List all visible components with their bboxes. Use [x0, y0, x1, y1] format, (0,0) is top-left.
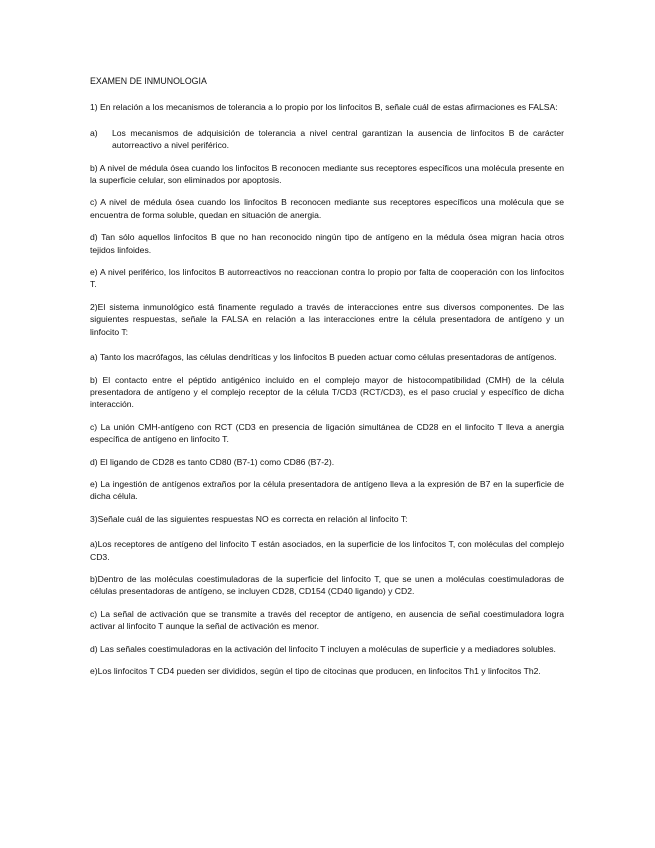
option-text: Los mecanismos de adquisición de tolerancia a nivel central garantizan la ausencia de linfocitos B de carácter autorreactivo a nivel periférico.	[112, 127, 564, 151]
option-1d: d) Tan sólo aquellos linfocitos B que no han reconocido ningún tipo de antígeno en la médula ósea migran hacia otros tejidos linfoides.	[90, 232, 564, 255]
option-1c: c) A nivel de médula ósea cuando los linfocitos B reconocen mediante sus receptores específicos una molécula que se encuentra de forma soluble, quedan en situación de anergia.	[90, 197, 564, 220]
question-1	[90, 101, 564, 290]
question-text: 1) En relación a los mecanismos de tolerancia a lo propio por los linfocitos B, señale cuál de estas afirmaciones es FALSA:	[90, 102, 558, 113]
option-3a: a)Los receptores de antígeno del linfocito T están asociados, en la superficie de los linfocitos T, con moléculas del complejo CD3.	[90, 539, 564, 562]
option-3d: d) Las señales coestimuladoras en la activación del linfocito T incluyen a moléculas de superficie y a mediadores solubles.	[90, 643, 556, 654]
question-2	[90, 301, 564, 503]
option-1a	[90, 127, 564, 152]
option-3e: e)Los linfocitos T CD4 pueden ser divididos, según el tipo de citocinas que producen, en linfocitos Th1 y linfocitos Th2.	[90, 666, 541, 676]
exam-title: EXAMEN DE INMUNOLOGIA	[90, 76, 207, 86]
option-3c: c) La señal de activación que se transmite a través del receptor de antígeno, en ausencia de señal coestimuladora logra activar al linfocito T aunque la señal de activación es menor.	[90, 608, 564, 632]
option-2d: d) El ligando de CD28 es tanto CD80 (B7-1) como CD86 (B7-2).	[90, 456, 335, 467]
option-3b: b)Dentro de las moléculas coestimuladoras de la superficie del linfocito T, que se unen a moléculas coestimuladoras de células presentadoras de antígeno, se incluyen CD28, CD154 (CD40 ligando) y CD2.	[90, 573, 564, 597]
option-2c: c) La unión CMH-antígeno con RCT (CD3 en presencia de ligación simultánea de CD28 en el linfocito T lleva a anergia específica de antígeno en linfocito T.	[90, 421, 564, 445]
option-2b: b) El contacto entre el péptido antigénico incluido en el complejo mayor de histocompatibilidad (CMH) de la célula presentadora de antígeno y el complejo receptor de la célula T/CD3 (RCT/CD3), es el paso crucial y específico de dicha interacción.	[90, 374, 564, 410]
option-1b: b) A nivel de médula ósea cuando los linfocitos B reconocen mediante sus receptores específicos una molécula presente en la superficie celular, son eliminados por apoptosis.	[90, 162, 564, 186]
option-letter: a)	[90, 127, 98, 138]
question-3	[90, 513, 564, 678]
option-2e: e) La ingestión de antígenos extraños por la célula presentadora de antígeno lleva a la expresión de B7 en la superficie de dicha célula.	[90, 478, 564, 502]
question-text: 3)Señale cuál de las siguientes respuestas NO es correcta en relación al linfocito T:	[90, 513, 408, 524]
document-content	[90, 75, 564, 687]
option-2a: a) Tanto los macrófagos, las células dendríticas y los linfocitos B pueden actuar como células presentadoras de antígenos.	[90, 352, 557, 363]
question-text: 2)El sistema inmunológico está finamente regulado a través de interacciones entre sus diversos componentes. De las siguientes respuestas, señale la FALSA en relación a las interacciones entre la célula presentadora de antígeno y un linfocito T:	[90, 301, 564, 337]
option-1e: e) A nivel periférico, los linfocitos B autorreactivos no reaccionan contra lo propio por falta de cooperación con los linfocitos T.	[90, 267, 564, 290]
